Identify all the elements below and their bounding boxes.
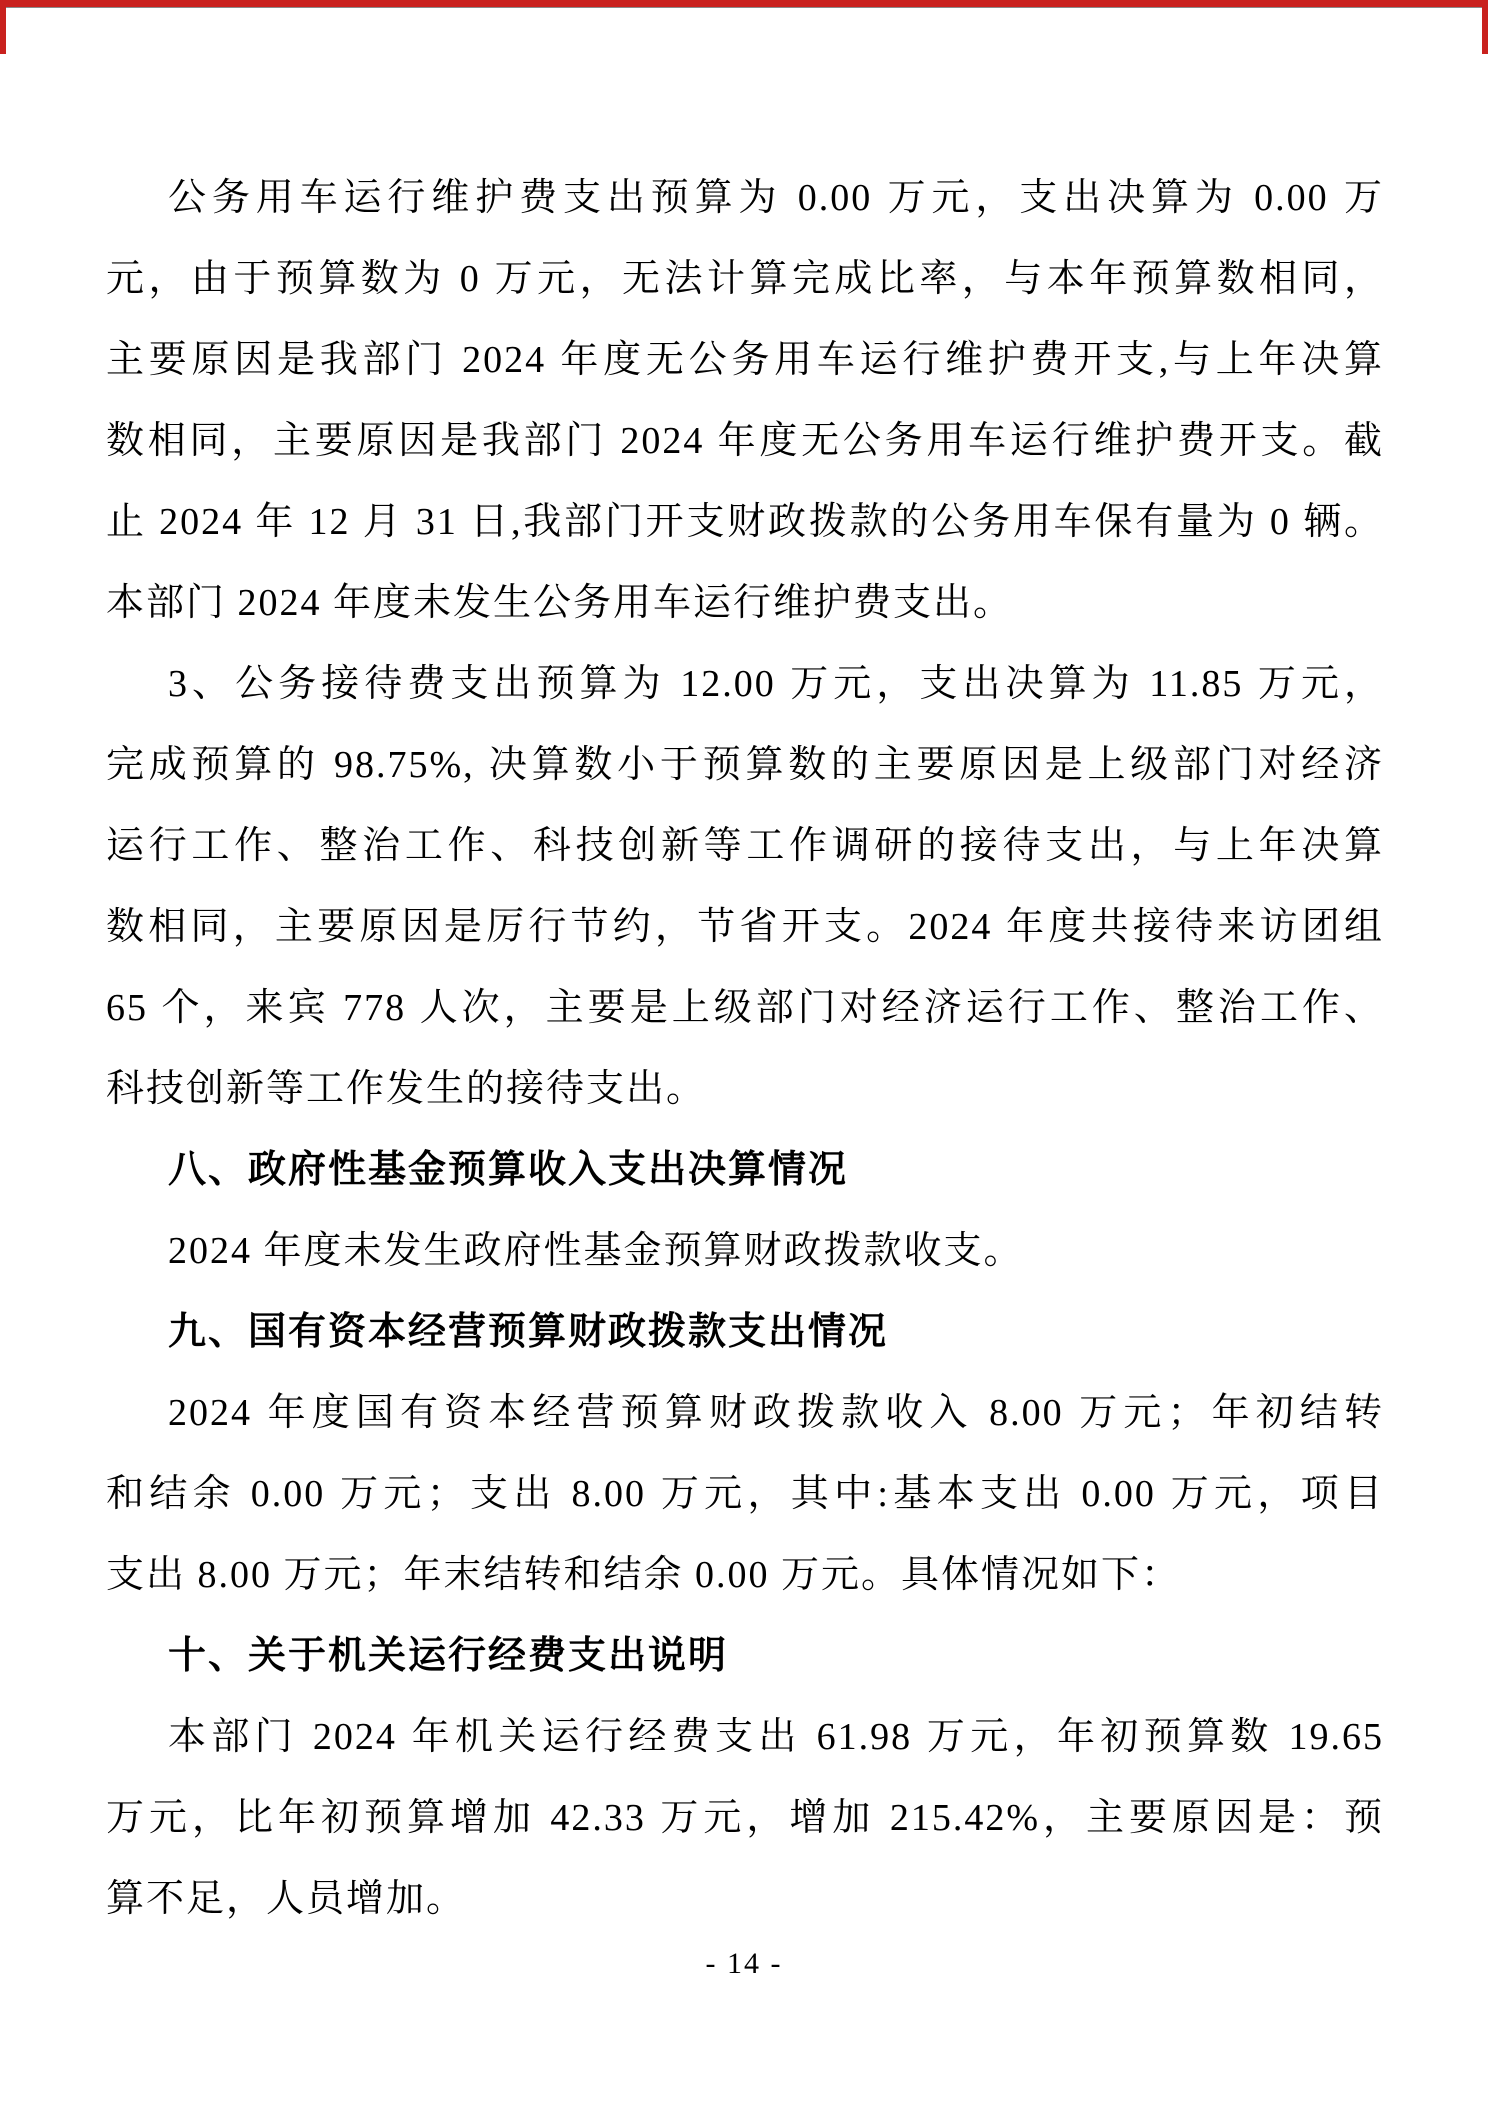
- text-line: 数相同，主要原因是我部门 2024 年度无公务用车运行维护费开支。截: [106, 420, 1384, 462]
- text-line: 元，由于预算数为 0 万元，无法计算完成比率，与本年预算数相同，: [106, 258, 1384, 300]
- page-left-border-segment: [0, 0, 6, 54]
- text-line: 算不足，人员增加。: [106, 1878, 467, 1920]
- text-line: 2024 年度国有资本经营预算财政拨款收入 8.00 万元；年初结转: [168, 1392, 1384, 1434]
- text-line: 支出 8.00 万元；年末结转和结余 0.00 万元。具体情况如下：: [106, 1554, 1182, 1596]
- text-line: 和结余 0.00 万元；支出 8.00 万元，其中:基本支出 0.00 万元，项目: [106, 1473, 1384, 1515]
- text-line: 完成预算的 98.75%, 决算数小于预算数的主要原因是上级部门对经济: [106, 744, 1384, 786]
- text-line: 科技创新等工作发生的接待支出。: [106, 1068, 707, 1110]
- page-number: - 14 -: [705, 1947, 783, 1980]
- text-line: 止 2024 年 12 月 31 日,我部门开支财政拨款的公务用车保有量为 0 辆。: [106, 501, 1384, 543]
- text-line: 运行工作、整治工作、科技创新等工作调研的接待支出，与上年决算: [106, 825, 1384, 867]
- text-line: 主要原因是我部门 2024 年度无公务用车运行维护费开支,与上年决算: [106, 339, 1384, 381]
- text-line: 本部门 2024 年度未发生公务用车运行维护费支出。: [106, 582, 1014, 624]
- text-line: 65 个，来宾 778 人次，主要是上级部门对经济运行工作、整治工作、: [106, 987, 1384, 1029]
- page-top-border: [0, 0, 1488, 8]
- text-line: 2024 年度未发生政府性基金预算财政拨款收支。: [168, 1230, 1024, 1272]
- text-line: 万元，比年初预算增加 42.33 万元，增加 215.42%，主要原因是：预: [106, 1797, 1384, 1839]
- page-right-border-segment: [1482, 0, 1488, 54]
- section-heading: 九、国有资本经营预算财政拨款支出情况: [168, 1311, 889, 1353]
- text-line: 公务用车运行维护费支出预算为 0.00 万元，支出决算为 0.00 万: [168, 177, 1384, 219]
- document-body: [106, 158, 1384, 1940]
- section-heading: 十、关于机关运行经费支出说明: [168, 1635, 729, 1677]
- section-heading: 八、政府性基金预算收入支出决算情况: [168, 1149, 849, 1191]
- text-line: 本部门 2024 年机关运行经费支出 61.98 万元，年初预算数 19.65: [168, 1716, 1384, 1758]
- text-line: 数相同，主要原因是厉行节约，节省开支。2024 年度共接待来访团组: [106, 906, 1384, 948]
- text-line: 3、公务接待费支出预算为 12.00 万元，支出决算为 11.85 万元，: [168, 663, 1384, 705]
